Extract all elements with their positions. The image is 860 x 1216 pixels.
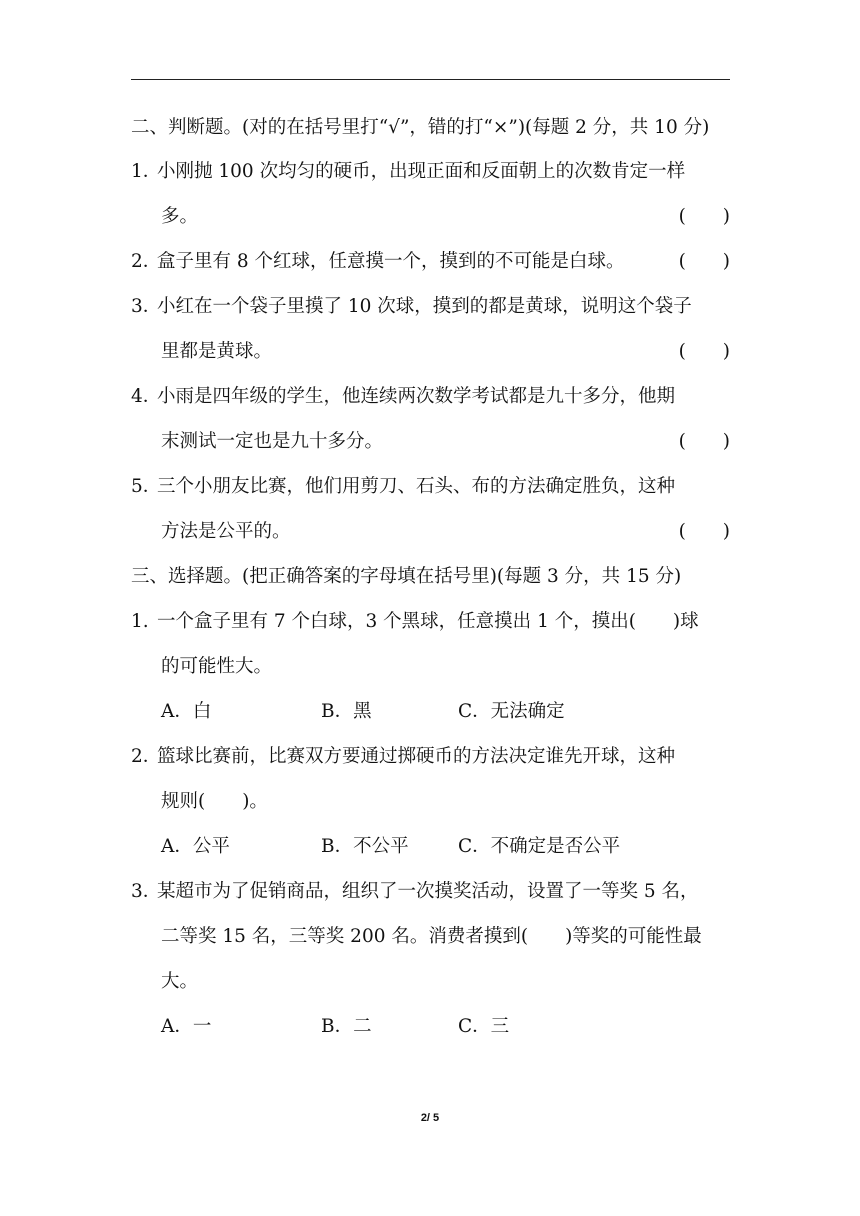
- question-3-2: [131, 742, 730, 772]
- question-text: 篮球比赛前，比赛双方要通过掷硬币的方法决定谁先开球，这种: [157, 746, 676, 767]
- question-3-2-options: [161, 832, 730, 862]
- question-2-3: [131, 292, 730, 322]
- option-b[interactable]: B．黑: [321, 701, 372, 722]
- question-number: 1.: [131, 611, 149, 632]
- question-text: 多。: [161, 206, 199, 227]
- question-3-2-cont: 规则( )。: [161, 791, 268, 812]
- question-text: 里都是黄球。: [161, 341, 273, 362]
- question-3-3: [131, 877, 730, 907]
- page-number: 2/ 5: [420, 1112, 440, 1124]
- question-text: 末测试一定也是九十多分。: [161, 431, 384, 452]
- question-2-4: [131, 382, 730, 412]
- question-number: 2．: [131, 251, 162, 272]
- question-text: 一个盒子里有 7 个白球，3 个黑球，任意摸出 1 个，摸出( )球: [157, 611, 699, 632]
- question-text: 小雨是四年级的学生，他连续两次数学考试都是九十多分，他期: [157, 386, 676, 407]
- option-a[interactable]: A．白: [161, 701, 212, 722]
- question-number: 3．: [131, 881, 162, 902]
- question-2-5: [131, 472, 730, 502]
- question-number: 1．: [131, 161, 162, 182]
- option-c[interactable]: C．无法确定: [458, 701, 565, 722]
- answer-parentheses[interactable]: ( ): [678, 251, 730, 272]
- option-c[interactable]: C．三: [458, 1016, 510, 1037]
- answer-parentheses[interactable]: ( ): [678, 206, 730, 227]
- question-2-5-cont: [161, 517, 730, 547]
- answer-parentheses[interactable]: ( ): [678, 521, 730, 542]
- question-number: 5．: [131, 476, 162, 497]
- answer-parentheses[interactable]: ( ): [678, 341, 730, 362]
- option-b[interactable]: B．二: [321, 1016, 372, 1037]
- question-text: 小红在一个袋子里摸了 10 次球，摸到的都是黄球，说明这个袋子: [157, 296, 692, 317]
- option-a[interactable]: A．一: [161, 1016, 212, 1037]
- question-number: 3．: [131, 296, 162, 317]
- question-number: 2．: [131, 746, 162, 767]
- section3-heading: 三、选择题。(把正确答案的字母填在括号里)(每题 3 分，共 15 分): [131, 566, 682, 587]
- question-3-3-cont: 二等奖 15 名，三等奖 200 名。消费者摸到( )等奖的可能性最: [161, 926, 702, 947]
- question-text: 某超市为了促销商品，组织了一次摸奖活动，设置了一等奖 5 名，: [157, 881, 699, 902]
- question-2-2: [131, 247, 730, 277]
- question-number: 4．: [131, 386, 162, 407]
- question-text: 小刚抛 100 次均匀的硬币，出现正面和反面朝上的次数肯定一样: [157, 161, 686, 182]
- option-a[interactable]: A．公平: [161, 836, 230, 857]
- question-3-3-options: [161, 1012, 730, 1042]
- question-2-4-cont: [161, 427, 730, 457]
- header-rule: [131, 79, 730, 80]
- option-b[interactable]: B．不公平: [321, 836, 409, 857]
- question-2-3-cont: [161, 337, 730, 367]
- section2-heading: 二、判断题。(对的在括号里打“√”，错的打“×”)(每题 2 分，共 10 分): [131, 117, 710, 138]
- question-3-3-cont2: 大。: [161, 971, 199, 992]
- question-text: 盒子里有 8 个红球，任意摸一个，摸到的不可能是白球。: [157, 251, 625, 272]
- question-text: 三个小朋友比赛，他们用剪刀、石头、布的方法确定胜负，这种: [157, 476, 676, 497]
- question-3-1: [131, 607, 730, 637]
- question-3-1-cont: 的可能性大。: [161, 656, 273, 677]
- question-text: 方法是公平的。: [161, 521, 291, 542]
- answer-parentheses[interactable]: ( ): [678, 431, 730, 452]
- question-2-1-cont: [161, 202, 730, 232]
- option-c[interactable]: C．不确定是否公平: [458, 836, 621, 857]
- question-2-1: [131, 157, 730, 187]
- question-3-1-options: [161, 697, 730, 727]
